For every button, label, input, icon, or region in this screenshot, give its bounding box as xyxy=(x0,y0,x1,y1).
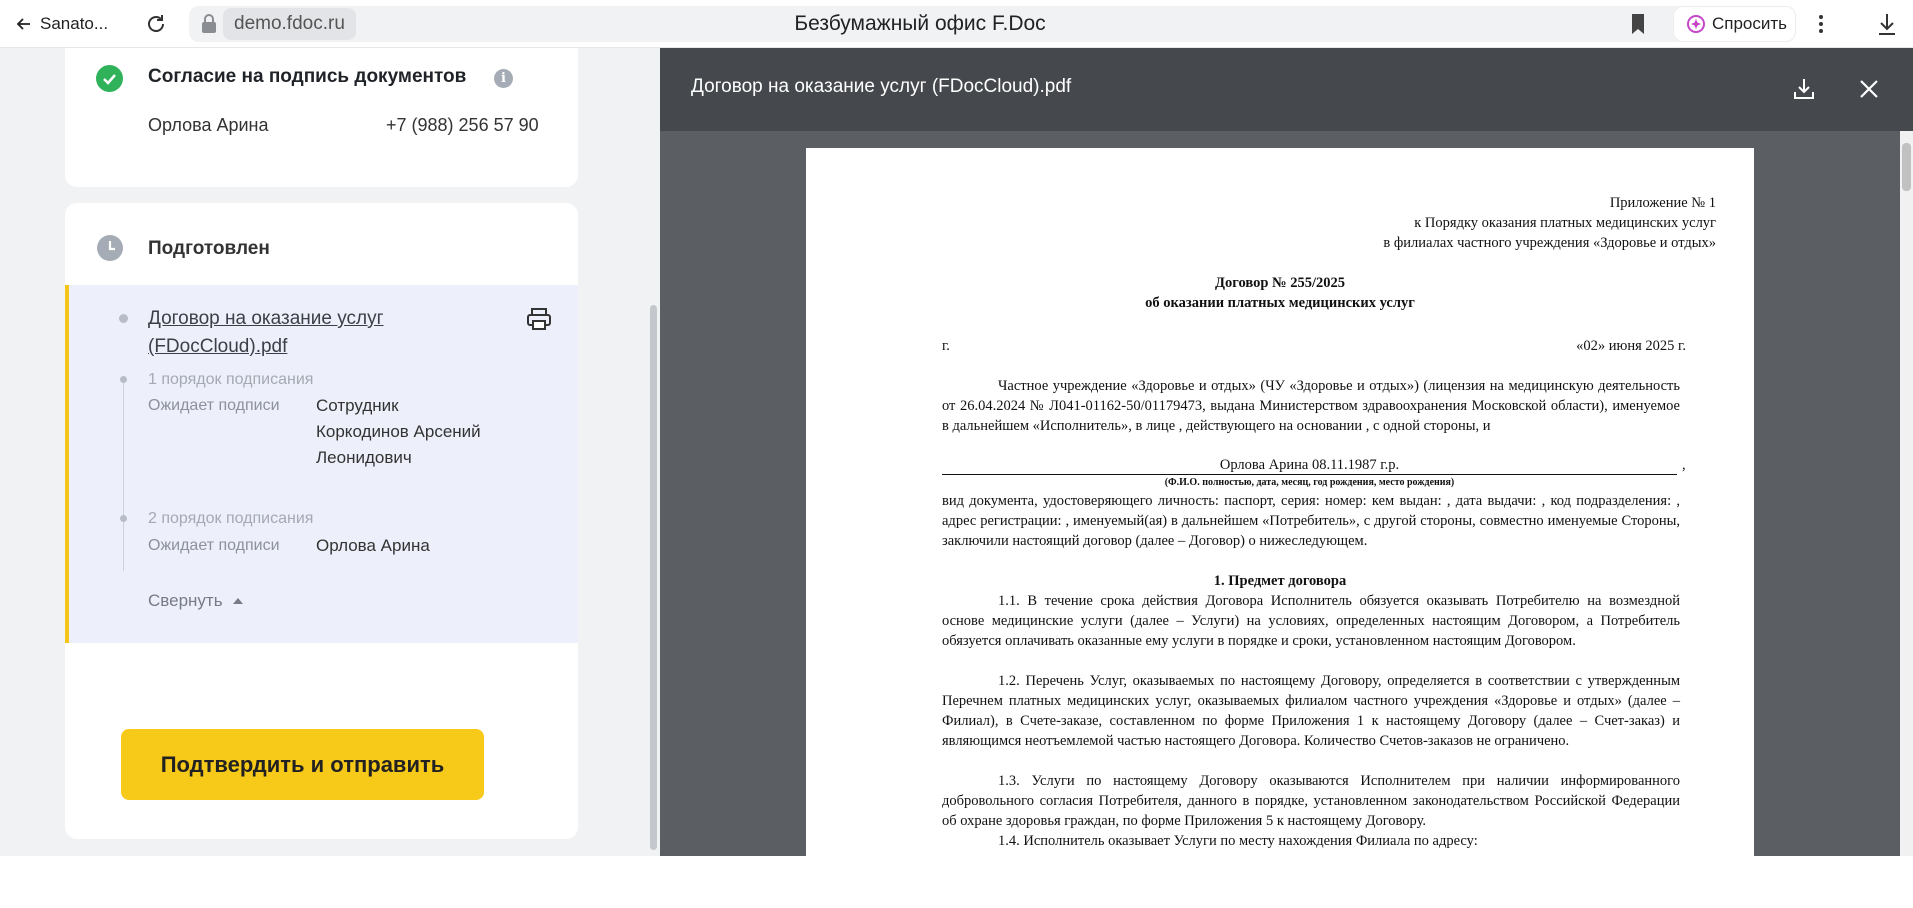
order-label: 1 порядок подписания xyxy=(148,371,314,388)
contract-city: г. xyxy=(942,338,950,354)
order-timeline-line xyxy=(123,381,124,571)
browser-toolbar xyxy=(0,0,1913,48)
clause: 1.1. В течение срока действия Договора Исполнитель обязуется оказывать Потребителю на возмездной основе медицинские услуги (далее – Услуги) на условиях, определенных настоящим Договором, а Потребитель обязуется оплачивать оказанные ему услуги в порядке и сроки, установленном настоящим Договором. xyxy=(942,593,1680,649)
id-document-text: вид документа, удостоверяющего личность: паспорт, серия: номер: кем выдан: , дата выдачи: , код подразделения: , адрес регистрации: , именуемый(ая) в дальнейшем «Потребитель», с другой стороны, совместно именуемые Стороны, заключили настоящий договор (далее – Договор) о нижеследующем. xyxy=(942,493,1680,549)
contract-intro: Частное учреждение «Здоровье и отдых» (ЧУ «Здоровье и отдых») (лицензия на медицинскую деятельность от 26.04.2024 № Л041-01162-50/01179473, выдана Министерством здравоохранения Московской области), именуемое в дальнейшем «Исполнитель», в лице , действующего на основании , с одной стороны, и xyxy=(942,378,1680,434)
viewer-scrollbar-track[interactable] xyxy=(1900,131,1913,856)
document-item xyxy=(65,285,578,643)
back-label: Sanato... xyxy=(40,14,109,33)
prepared-status-title: Подготовлен xyxy=(148,238,270,259)
lock-icon xyxy=(200,13,218,35)
signer-line: Орлова Арина xyxy=(316,536,430,555)
check-icon xyxy=(96,65,123,92)
arrow-left-icon xyxy=(14,14,34,34)
appendix-line: к Порядку оказания платных медицинских услуг xyxy=(1414,215,1716,231)
await-label: Ожидает подписи xyxy=(148,537,280,554)
signer-line: Сотрудник xyxy=(316,396,399,415)
document-link[interactable]: Договор на оказание услуг (FDocCloud).pdf xyxy=(148,308,384,357)
viewer-header xyxy=(660,48,1913,131)
signer-name: Орлова Арина xyxy=(148,115,269,135)
patient-line: Орлова Арина 08.11.1987 г.р. xyxy=(942,456,1677,475)
clock-icon xyxy=(96,234,124,262)
prepared-card xyxy=(65,203,578,839)
signer-phone: +7 (988) 256 57 90 xyxy=(386,115,539,135)
info-icon[interactable]: i xyxy=(494,69,513,88)
appendix-line: в филиалах частного учреждения «Здоровье и отдых» xyxy=(1383,235,1716,251)
clause: 1.2. Перечень Услуг, оказываемых по настоящему Договору, определяется в соответствии с утвержденным Перечнем платных медицинских услуг, оказываемых филиалом частного учреждения «Здоровье и отдых» (далее – Филиал), в Счете-заказе, составленном по форме Приложения 1 к настоящему Договору (далее – Счет-заказ) и являющимся неотъемлемой частью настоящего Договора. Количество Счетов-заказов не ограничено. xyxy=(942,673,1680,749)
contract-title: Договор № 255/2025 xyxy=(1215,275,1345,291)
order-dot xyxy=(120,515,127,522)
confirm-and-send-button[interactable]: Подтвердить и отправить xyxy=(121,729,484,800)
sparkle-icon xyxy=(1686,14,1706,34)
collapse-button[interactable] xyxy=(148,591,243,611)
ask-button[interactable] xyxy=(1673,6,1796,42)
page-title: Безбумажный офис F.Doc xyxy=(794,12,1046,35)
clause: 1.4. Исполнитель оказывает Услуги по месту нахождения Филиала по адресу: xyxy=(998,833,1478,849)
pdf-page xyxy=(806,148,1754,908)
back-button[interactable] xyxy=(14,10,108,38)
collapse-label: Свернуть xyxy=(148,591,223,610)
order-label: 2 порядок подписания xyxy=(148,510,314,527)
contract-subtitle: об оказании платных медицинских услуг xyxy=(1145,295,1415,311)
viewer-title: Договор на оказание услуг (FDocCloud).pdf xyxy=(691,76,1072,97)
section-title: 1. Предмет договора xyxy=(1213,573,1347,589)
contract-date: «02» июня 2025 г. xyxy=(1576,338,1686,354)
await-label: Ожидает подписи xyxy=(148,397,280,414)
url-text[interactable]: demo.fdoc.ru xyxy=(223,8,356,40)
caret-up-icon xyxy=(233,598,243,604)
patient-line-end: , xyxy=(1682,457,1686,473)
reload-icon[interactable] xyxy=(143,11,169,37)
ask-label: Спросить xyxy=(1712,14,1788,33)
bullet-dot xyxy=(119,314,128,323)
close-icon[interactable] xyxy=(1858,78,1880,100)
signer-line: Леонидович xyxy=(316,448,412,467)
signer-line: Коркодинов Арсений xyxy=(316,422,481,441)
bookmark-icon[interactable] xyxy=(1628,12,1648,36)
downloads-icon[interactable] xyxy=(1874,10,1900,38)
pdf-viewer xyxy=(660,48,1913,856)
appendix-line: Приложение № 1 xyxy=(1609,195,1716,211)
print-icon[interactable] xyxy=(526,306,552,332)
left-scrollbar-thumb[interactable] xyxy=(650,305,657,850)
download-icon[interactable] xyxy=(1791,76,1817,102)
order-dot xyxy=(120,376,127,383)
clause: 1.3. Услуги по настоящему Договору оказываются Исполнителем при наличии информированного добровольного согласия Потребителя, данного в порядке, установленном законодательством Российской Федерации об охране здоровья граждан, по форме Приложения 5 к настоящему Договору. xyxy=(942,773,1680,829)
signing-panel xyxy=(0,48,660,856)
consent-title: Согласие на подпись документов xyxy=(148,66,467,87)
menu-dots-icon[interactable] xyxy=(1811,10,1831,38)
patient-sublabel: (Ф.И.О. полностью, дата, месяц, год рождения, место рождения) xyxy=(1164,477,1455,488)
viewer-scrollbar-thumb[interactable] xyxy=(1902,143,1911,191)
